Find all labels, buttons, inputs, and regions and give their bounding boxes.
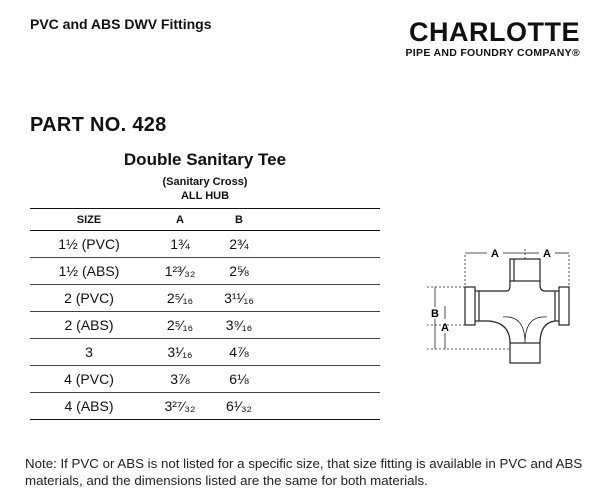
table-row: [30, 258, 380, 285]
cell-b: 6⅛: [212, 366, 266, 393]
dimension-lines: [427, 249, 569, 349]
cell-spacer: [266, 285, 380, 312]
fitting-drawing: [415, 245, 590, 380]
cell-size: 1½ (PVC): [30, 231, 148, 258]
cross-outline: [465, 259, 569, 363]
cell-size: 3: [30, 339, 148, 366]
table-row: [30, 312, 380, 339]
cell-size: 1½ (ABS): [30, 258, 148, 285]
cell-b: 2¾: [212, 231, 266, 258]
column-header-b: B: [212, 209, 266, 231]
cell-spacer: [266, 366, 380, 393]
cell-spacer: [266, 312, 380, 339]
cell-b: 3¹¹⁄₁₆: [212, 285, 266, 312]
table-title: Double Sanitary Tee: [123, 150, 287, 169]
cell-a: 1¾: [148, 231, 212, 258]
cell-spacer: [266, 393, 380, 420]
dim-label-a-vertical: A: [441, 322, 449, 334]
dimension-table: [30, 208, 380, 420]
brand-subtitle: PIPE AND FOUNDRY COMPANY®: [405, 47, 580, 59]
cell-spacer: [266, 258, 380, 285]
cell-spacer: [266, 231, 380, 258]
cell-b: 6¹⁄₃₂: [212, 393, 266, 420]
cell-a: 3²⁷⁄₃₂: [148, 393, 212, 420]
table-row: [30, 231, 380, 258]
cell-a: 2⁵⁄₁₆: [148, 285, 212, 312]
footnote: Note: If PVC or ABS is not listed for a specific size, that size fitting is available in PVC and ABS materials, and the dimensions listed are the same for both materials.: [25, 456, 583, 488]
table-subtitle: (Sanitary Cross): [162, 176, 248, 188]
cell-size: 4 (PVC): [30, 366, 148, 393]
bottom-hub: [510, 343, 540, 363]
dim-label-a-left: A: [491, 248, 499, 260]
column-header-a: A: [148, 209, 212, 231]
table-row: [30, 339, 380, 366]
cell-a: 2⁵⁄₁₆: [148, 312, 212, 339]
brand-name: CHARLOTTE: [409, 17, 580, 47]
cell-size: 2 (ABS): [30, 312, 148, 339]
column-spacer: [266, 209, 380, 231]
cell-b: 2⅝: [212, 258, 266, 285]
table-row: [30, 285, 380, 312]
right-hub: [559, 287, 569, 325]
cell-a: 1²³⁄₃₂: [148, 258, 212, 285]
cell-b: 3⁹⁄₁₆: [212, 312, 266, 339]
left-hub: [465, 287, 475, 325]
cell-size: 2 (PVC): [30, 285, 148, 312]
cell-spacer: [266, 339, 380, 366]
table-row: [30, 366, 380, 393]
cell-a: 3¹⁄₁₆: [148, 339, 212, 366]
table-header-row: [30, 209, 380, 231]
cell-a: 3⅞: [148, 366, 212, 393]
dim-label-b: B: [431, 308, 439, 320]
brand-logo: [368, 18, 580, 59]
dim-label-a-right: A: [543, 248, 551, 260]
cell-b: 4⅞: [212, 339, 266, 366]
table-subtitle-hub: ALL HUB: [180, 190, 230, 202]
document-title: PVC and ABS DWV Fittings: [30, 16, 212, 32]
cell-size: 4 (ABS): [30, 393, 148, 420]
table-row: [30, 393, 380, 420]
column-header-size: SIZE: [30, 209, 148, 231]
part-number: PART NO. 428: [30, 114, 167, 136]
